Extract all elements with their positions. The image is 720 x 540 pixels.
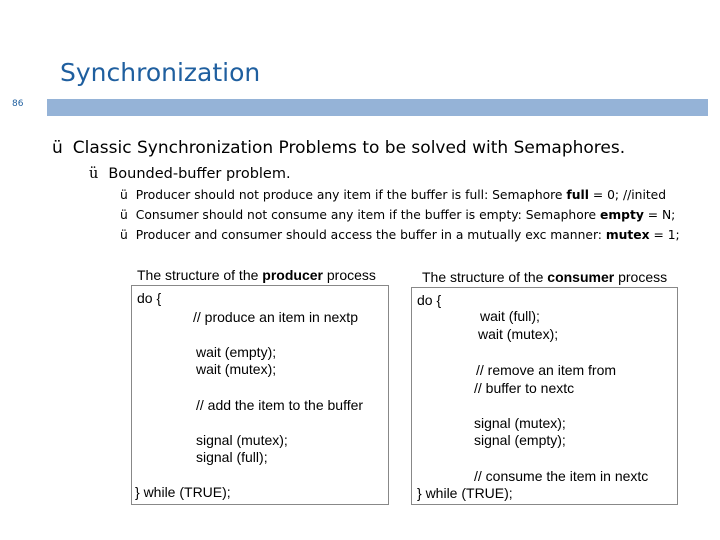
code-line: } while (TRUE); xyxy=(417,485,513,501)
code-line: signal (mutex); xyxy=(196,432,288,448)
bullet-text: Bounded-buffer problem. xyxy=(108,166,291,182)
code-line: // buffer to nextc xyxy=(474,380,575,396)
code-line: do { xyxy=(417,292,442,308)
code-line: signal (empty); xyxy=(474,432,566,448)
code-line: wait (mutex); xyxy=(478,326,559,342)
checkmark-icon: ü xyxy=(89,166,99,182)
bullet-text: Classic Synchronization Problems to be solved with Semaphores. xyxy=(72,138,626,158)
slide-title: Synchronization xyxy=(60,58,261,87)
code-line: // consume the item in nextc xyxy=(474,468,649,484)
checkmark-icon: ü xyxy=(52,138,63,158)
bullet-level1 xyxy=(52,138,625,158)
code-line: wait (full); xyxy=(480,308,540,324)
code-line: // remove an item from xyxy=(476,362,617,378)
title-underline-bar xyxy=(47,99,708,116)
code-line: wait (empty); xyxy=(196,344,277,360)
code-line: signal (mutex); xyxy=(474,415,566,431)
bullet-text: Producer and consumer should access the buffer in a mutually exc manner: mutex = 1; xyxy=(135,228,680,242)
code-line: // produce an item in nextp xyxy=(193,309,358,325)
code-line: signal (full); xyxy=(196,449,268,465)
consumer-caption: The structure of the consumer process xyxy=(422,269,668,285)
bullet-level3 xyxy=(120,188,666,202)
producer-code-box xyxy=(131,285,389,505)
code-line: wait (mutex); xyxy=(196,361,277,377)
code-line: do { xyxy=(137,290,162,306)
producer-caption: The structure of the producer process xyxy=(137,267,376,283)
code-line: } while (TRUE); xyxy=(135,484,231,500)
bullet-text: Producer should not produce any item if the buffer is full: Semaphore full = 0; //inited xyxy=(135,188,667,202)
slide-number: 86 xyxy=(12,99,24,109)
bullet-level3 xyxy=(120,228,680,242)
bullet-text: Consumer should not consume any item if the buffer is empty: Semaphore empty = N; xyxy=(135,208,676,222)
bullet-level2 xyxy=(89,166,291,182)
checkmark-icon: ü xyxy=(120,208,128,222)
consumer-code-box xyxy=(411,287,678,505)
code-line: // add the item to the buffer xyxy=(196,397,364,413)
checkmark-icon: ü xyxy=(120,228,128,242)
bullet-level3 xyxy=(120,208,675,222)
checkmark-icon: ü xyxy=(120,188,128,202)
